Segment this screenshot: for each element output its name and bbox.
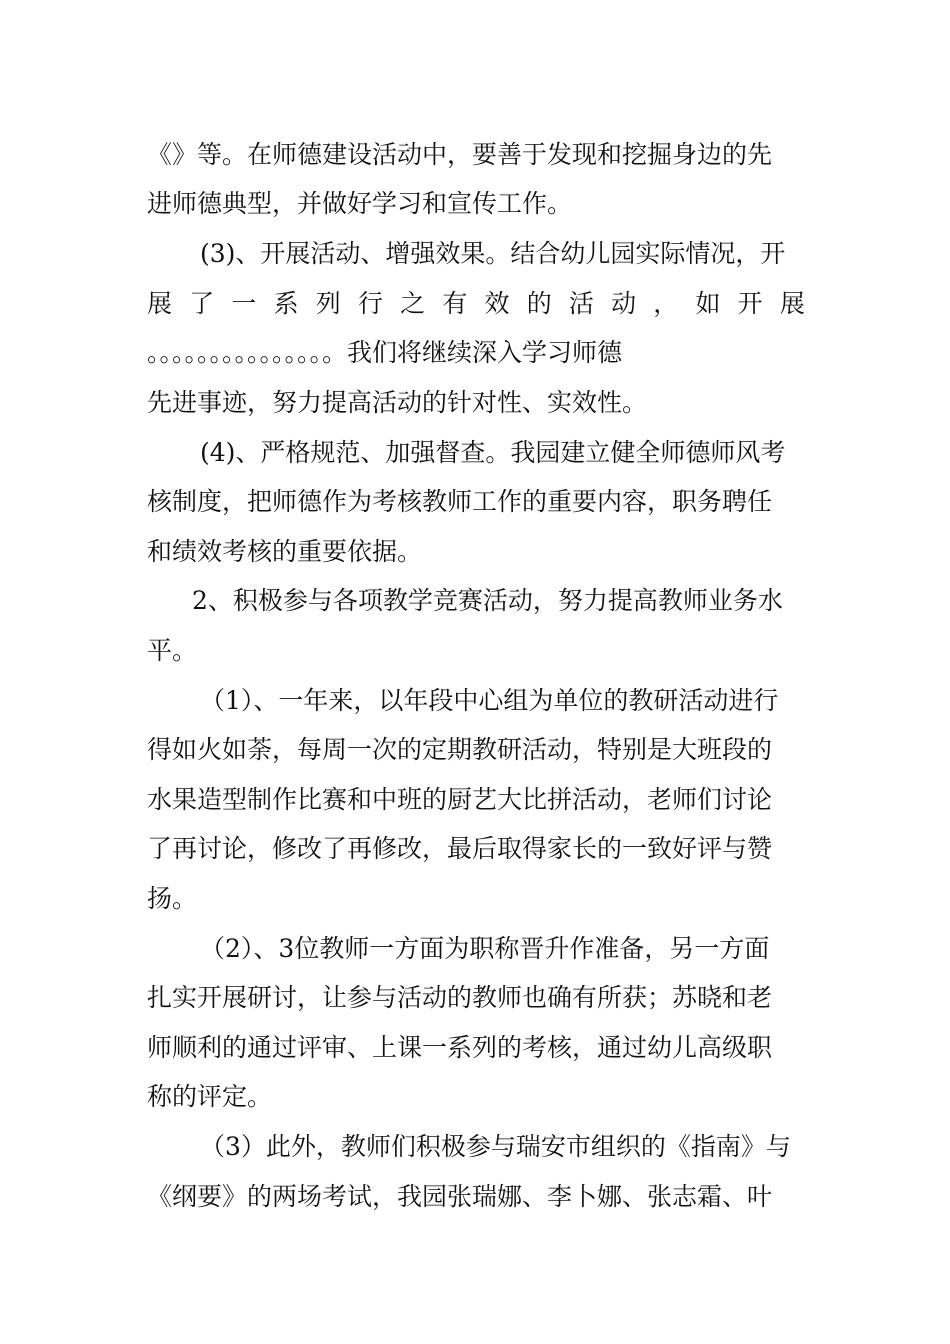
text-char: 效 (484, 289, 510, 318)
text-char: 的 (526, 289, 552, 318)
text-line: 平。 (147, 636, 198, 665)
text-char: 一 (231, 289, 257, 318)
text-char: 行 (357, 289, 383, 318)
text-line: 《》等。在师德建设活动中，要善于发现和挖掘身边的先 (147, 140, 773, 169)
text-line: (3)、开展活动、增强效果。结合幼儿园实际情况，开 (200, 239, 786, 268)
text-char: ， (653, 289, 679, 318)
text-line: 核制度，把师德作为考核教师工作的重要内容，职务聘任 (147, 487, 773, 516)
text-line: 扬。 (147, 884, 198, 913)
text-char: 展 (147, 289, 173, 318)
text-char: 有 (442, 289, 468, 318)
text-char: 如 (695, 289, 721, 318)
text-char: 展 (779, 289, 805, 318)
text-line: 和绩效考核的重要依据。 (147, 537, 423, 566)
text-line-justified (147, 287, 805, 321)
text-char: 之 (400, 289, 426, 318)
text-line: 师顺利的通过评审、上课一系列的考核，通过幼儿高级职 (147, 1033, 773, 1062)
text-char: 开 (737, 289, 763, 318)
text-line: 《纲要》的两场考试，我园张瑞娜、李卜娜、张志霜、叶 (147, 1182, 773, 1211)
text-line: 了再讨论，修改了再修改，最后取得家长的一致好评与赞 (147, 834, 773, 863)
text-line: 2、积极参与各项教学竞赛活动，努力提高教师业务水 (192, 586, 783, 615)
text-line: （3）此外，教师们积极参与瑞安市组织的《指南》与 (200, 1132, 791, 1161)
text-line: （2）、3位教师一方面为职称晋升作准备，另一方面 (200, 934, 770, 963)
text-line: 水果造型制作比赛和中班的厨艺大比拼活动，老师们讨论 (147, 785, 773, 814)
text-char: 列 (315, 289, 341, 318)
text-line: 先进事迹，努力提高活动的针对性、实效性。 (147, 388, 648, 417)
text-line: （1）、一年来，以年段中心组为单位的教研活动进行 (200, 686, 779, 715)
text-char: 了 (189, 289, 215, 318)
text-char: 活 (568, 289, 594, 318)
text-line: 。。。。。。。。。。。。。。。我们将继续深入学习师德 (147, 338, 623, 367)
text-line: 称的评定。 (147, 1082, 273, 1111)
text-char: 系 (273, 289, 299, 318)
text-line: 得如火如荼，每周一次的定期教研活动，特别是大班段的 (147, 735, 773, 764)
text-line: 扎实开展研讨，让参与活动的教师也确有所获；苏晓和老 (147, 983, 773, 1012)
text-char: 动 (611, 289, 637, 318)
text-line: (4)、严格规范、加强督查。我园建立健全师德师风考 (200, 438, 786, 467)
text-line: 进师德典型，并做好学习和宣传工作。 (147, 189, 573, 218)
